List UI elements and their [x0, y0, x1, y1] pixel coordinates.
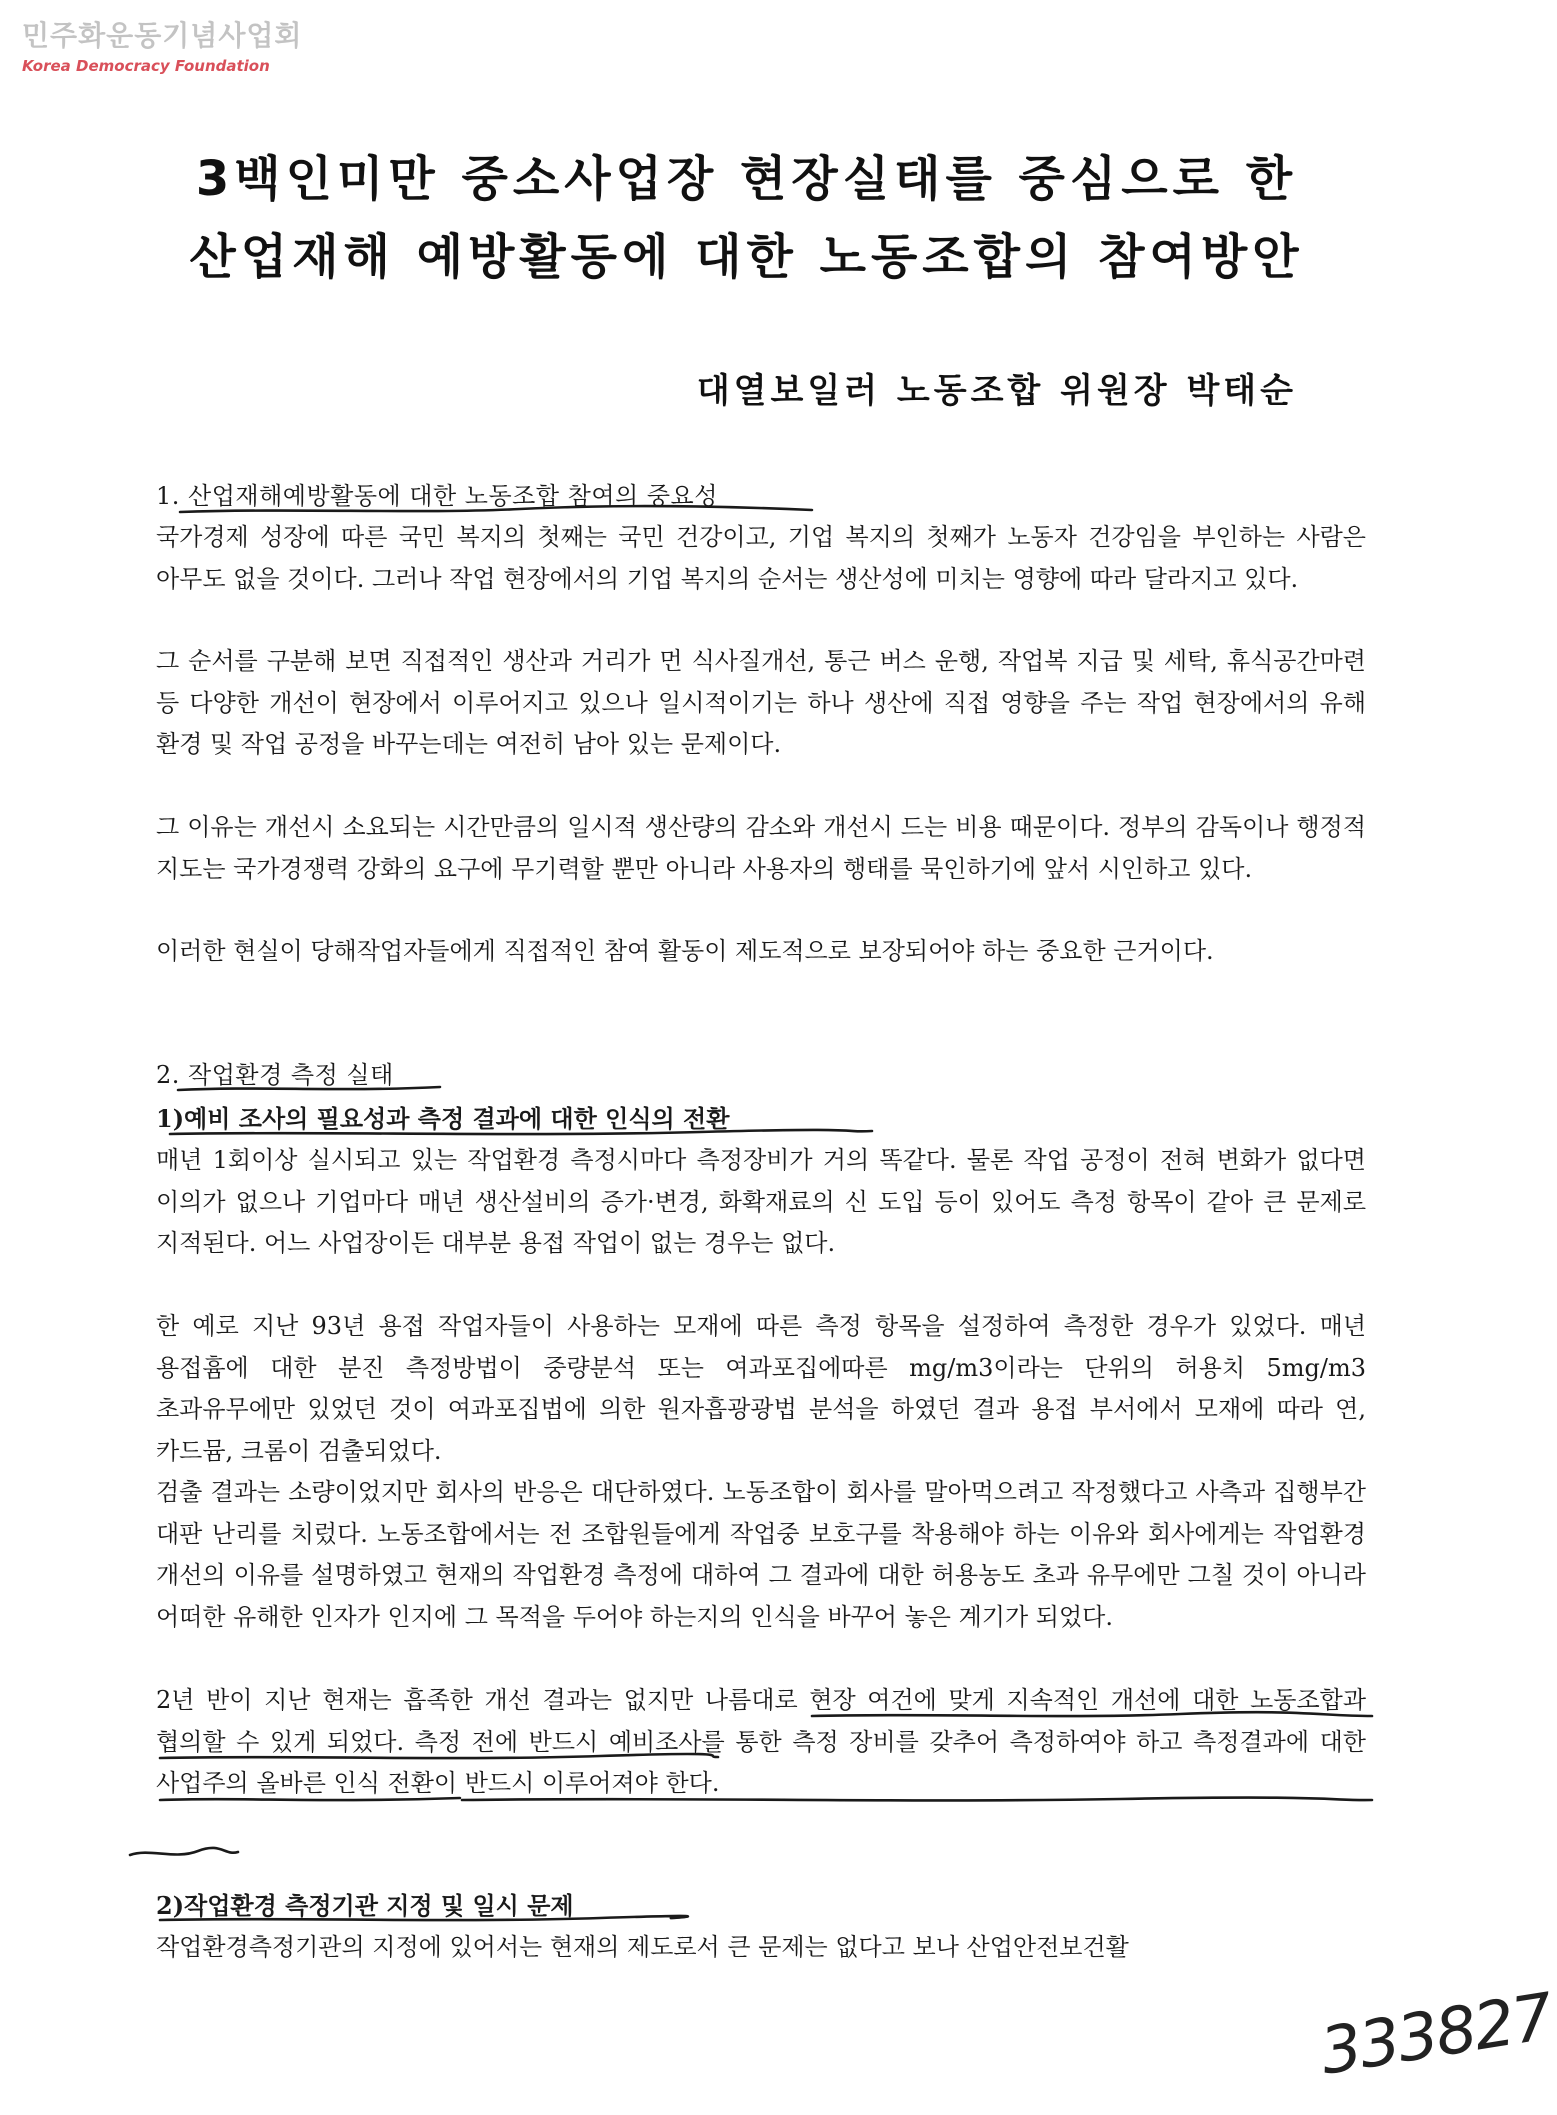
subsection-1-paragraph: 검출 결과는 소량이었지만 회사의 반응은 대단하였다. 노동조합이 회사를 말아먹으려고 작정했다고 사측과 집행부간 대판 난리를 치렀다. 노동조합에서는 전 조합원들에게 작업중 보호구를 착용해야 하는 이유와 회사에게는 작업환경 개선의 이유를 설명하였고 현재의 작업환경 측정에 대하여 그 결과에 대한 허용농도 초과 유무에만 그칠 것이 아니라 어떠한 유해한 인자가 인지에 그 목적을 두어야 하는지의 인식을 바꾸어 놓은 계기가 되었다. [156, 1478, 1366, 1631]
document-title-line-1: 3백인미만 중소사업장 현장실태를 중심으로 한 [195, 151, 1298, 207]
subsection-1-heading: 1)예비 조사의 필요성과 측정 결과에 대한 인식의 전환 [156, 1104, 730, 1133]
subsection-1-paragraph: 2년 반이 지난 현재는 흡족한 개선 결과는 없지만 나름대로 현장 여건에 맞게 지속적인 개선에 대한 노동조합과 협의할 수 있게 되었다. 측정 전에 반드시 예비조사를 통한 측정 장비를 갖추어 측정하여야 하고 측정결과에 대한 사업주의 올바른 인식 전환이 반드시 이루어져야 한다. [156, 1686, 1366, 1798]
watermark-english: Korea Democracy Foundation [22, 57, 270, 75]
section-2-heading: 2. 작업환경 측정 실태 [156, 1061, 394, 1089]
watermark-korean: 민주화운동기념사업회 [22, 19, 303, 52]
watermark [22, 18, 302, 76]
document-title-line-2: 산업재해 예방활동에 대한 노동조합의 참여방안 [189, 229, 1304, 285]
section-1-paragraph: 국가경제 성장에 따른 국민 복지의 첫째는 국민 건강이고, 기업 복지의 첫째가 노동자 건강임을 부인하는 사람은 아무도 없을 것이다. 그러나 작업 현장에서의 기업 복지의 순서는 생산성에 미치는 영향에 따라 달라지고 있다. [156, 523, 1366, 593]
section-1-paragraph: 그 이유는 개선시 소요되는 시간만큼의 일시적 생산량의 감소와 개선시 드는 비용 때문이다. 정부의 감독이나 행정적 지도는 국가경쟁력 강화의 요구에 무기력할 뿐만 아니라 사용자의 행태를 묵인하기에 앞서 시인하고 있다. [156, 813, 1366, 883]
subsection-1-paragraph: 매년 1회이상 실시되고 있는 작업환경 측정시마다 측정장비가 거의 똑같다. 물론 작업 공정이 전혀 변화가 없다면 이의가 없으나 기업마다 매년 생산설비의 증가·변경, 화확재료의 신 도입 등이 있어도 측정 항목이 같아 큰 문제로 지적된다. 어느 사업장이든 대부분 용접 작업이 없는 경우는 없다. [156, 1146, 1366, 1258]
author-line: 대열보일러 노동조합 위원장 박태순 [696, 371, 1297, 411]
section-1-paragraph: 그 순서를 구분해 보면 직접적인 생산과 거리가 먼 식사질개선, 통근 버스 운행, 작업복 지급 및 세탁, 휴식공간마련 등 다양한 개선이 현장에서 이루어지고 있으나 일시적이기는 하나 생산에 직접 영향을 주는 작업 현장에서의 유해 환경 및 작업 공정을 바꾸는데는 여전히 남아 있는 문제이다. [156, 647, 1366, 759]
subsection-2-paragraph: 작업환경측정기관의 지정에 있어서는 현재의 제도로서 큰 문제는 없다고 보나 산업안전보건활 [156, 1933, 1129, 1961]
section-1-heading: 1. 산업재해예방활동에 대한 노동조합 참여의 중요성 [156, 482, 718, 510]
subsection-1-paragraph: 한 예로 지난 93년 용접 작업자들이 사용하는 모재에 따른 측정 항목을 설정하여 측정한 경우가 있었다. 매년 용접흄에 대한 분진 측정방법이 중량분석 또는 여과포집에따른 mg/m3이라는 단위의 허용치 5mg/m3 초과유무에만 있었던 것이 여과포집법에 의한 원자흡광광법 분석을 하였던 결과 용접 부서에서 모재에 따라 연, 카드뮴, 크롬이 검출되었다. [156, 1312, 1366, 1465]
handwritten-page-number: 333827 [1315, 1980, 1557, 2090]
section-1-paragraph: 이러한 현실이 당해작업자들에게 직접적인 참여 활동이 제도적으로 보장되어야 하는 중요한 근거이다. [156, 937, 1214, 965]
wavy-margin-mark [130, 1848, 238, 1855]
subsection-2-heading: 2)작업환경 측정기관 지정 및 일시 문제 [156, 1891, 574, 1920]
